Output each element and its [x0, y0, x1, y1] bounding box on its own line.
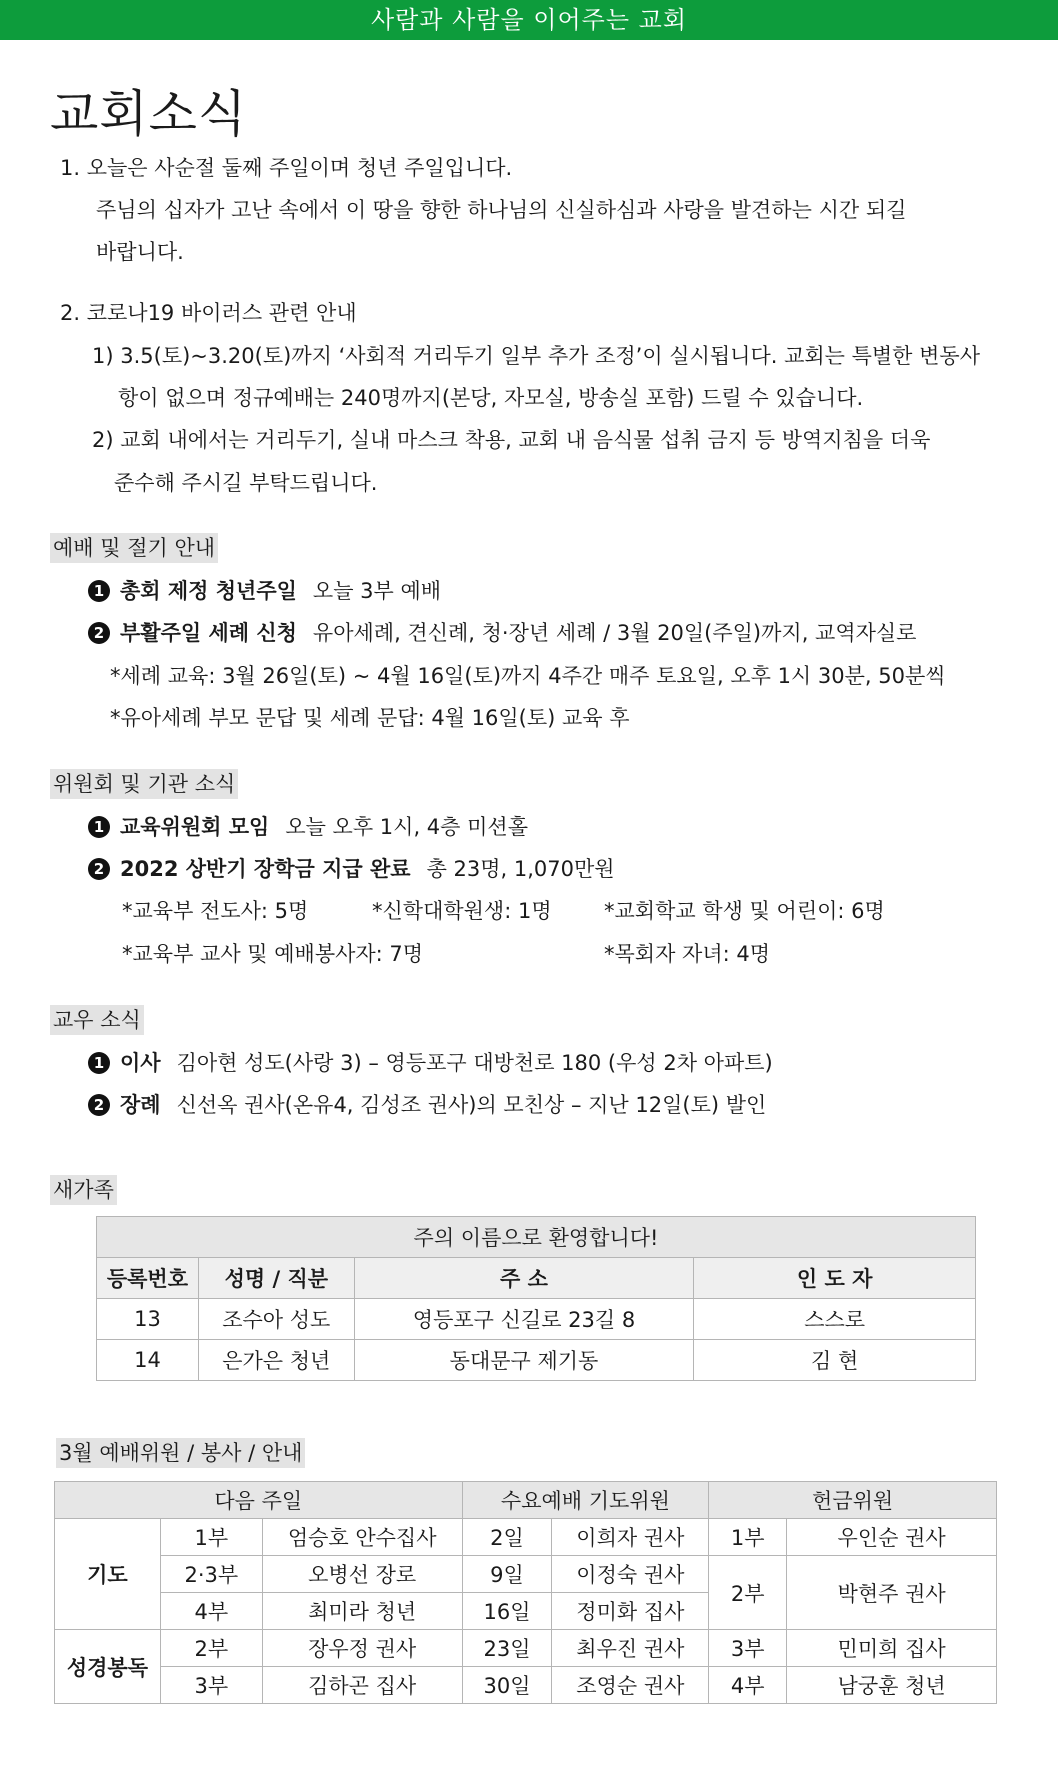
table-cell: 2부: [709, 1556, 787, 1630]
table-row: [55, 1667, 997, 1704]
table-cell: 3부: [160, 1667, 262, 1704]
members-heading: 교우 소식: [50, 1005, 144, 1035]
table-cell: 13: [97, 1299, 199, 1340]
notice-2-item-2-line-2: 준수해 주시길 부탁드립니다.: [114, 471, 378, 495]
table-cell: 4부: [709, 1667, 787, 1704]
top-banner: 사람과 사람을 이어주는 교회: [0, 0, 1058, 40]
notice-1-heading: 1. 오늘은 사순절 둘째 주일이며 청년 주일입니다.: [60, 156, 513, 180]
table-cell: 김 현: [694, 1340, 976, 1381]
committee-item-1-text: 오늘 오후 1시, 4층 미션홀: [285, 815, 528, 839]
table-cell: 4부: [160, 1593, 262, 1630]
col-header-guide: 인 도 자: [694, 1258, 976, 1299]
table-row: [97, 1340, 976, 1381]
table-cell: 남궁훈 청년: [787, 1667, 997, 1704]
group-label-prayer: 기도: [55, 1519, 161, 1630]
table-cell: 박현주 권사: [787, 1556, 997, 1630]
col-header-number: 등록번호: [97, 1258, 199, 1299]
committee-note-a1: *교육부 전도사: 5명: [122, 899, 309, 923]
table-cell: 2일: [462, 1519, 552, 1556]
members-item-2-title: 장례: [120, 1093, 161, 1117]
service-table: [54, 1481, 997, 1704]
table-cell: 30일: [462, 1667, 552, 1704]
service-heading: 3월 예배위원 / 봉사 / 안내: [56, 1438, 305, 1468]
members-item-2: [88, 1090, 766, 1120]
newfamily-table: [96, 1216, 976, 1381]
committee-note-b1: *교육부 교사 및 예배봉사자: 7명: [122, 942, 424, 966]
table-cell: 2부: [160, 1630, 262, 1667]
number-1-icon: 1: [88, 1052, 110, 1074]
committee-note-b3: *목회자 자녀: 4명: [604, 942, 771, 966]
worship-item-2: [88, 618, 916, 648]
table-cell: 스스로: [694, 1299, 976, 1340]
worship-heading: 예배 및 절기 안내: [50, 533, 218, 563]
committee-item-2-title: 2022 상반기 장학금 지급 완료: [120, 857, 411, 881]
table-row: [55, 1519, 997, 1556]
number-2-icon: 2: [88, 858, 110, 880]
members-item-1-text: 김아현 성도(사랑 3) – 영등포구 대방천로 180 (우성 2차 아파트): [176, 1051, 773, 1075]
col-header-offering: 헌금위원: [709, 1482, 997, 1519]
number-1-icon: 1: [88, 816, 110, 838]
table-cell: 16일: [462, 1593, 552, 1630]
table-cell: 장우정 권사: [262, 1630, 462, 1667]
table-row: [55, 1556, 997, 1593]
table-cell: 조영순 권사: [552, 1667, 709, 1704]
table-cell: 엄승호 안수집사: [262, 1519, 462, 1556]
worship-item-1: [88, 576, 441, 606]
committee-note-a2: *신학대학원생: 1명: [372, 899, 552, 923]
members-item-2-text: 신선옥 권사(온유4, 김성조 권사)의 모친상 – 지난 12일(토) 발인: [176, 1093, 767, 1117]
committee-item-1: [88, 812, 528, 842]
committee-heading: 위원회 및 기관 소식: [50, 769, 238, 799]
committee-item-1-title: 교육위원회 모임: [120, 815, 270, 839]
table-cell: 2·3부: [160, 1556, 262, 1593]
table-cell: 우인순 권사: [787, 1519, 997, 1556]
notice-2-heading: 2. 코로나19 바이러스 관련 안내: [60, 301, 357, 325]
number-1-icon: 1: [88, 580, 110, 602]
notice-2-item-2-line-1: 2) 교회 내에서는 거리두기, 실내 마스크 착용, 교회 내 음식물 섭취 금지 등 방역지침을 더욱: [92, 428, 931, 452]
table-cell: 최우진 권사: [552, 1630, 709, 1667]
col-header-wednesday: 수요예배 기도위원: [462, 1482, 709, 1519]
table-cell: 정미화 집사: [552, 1593, 709, 1630]
notice-1-line-2: 바랍니다.: [96, 240, 184, 264]
table-cell: 이정숙 권사: [552, 1556, 709, 1593]
table-cell: 23일: [462, 1630, 552, 1667]
table-cell: 동대문구 제기동: [354, 1340, 694, 1381]
newfamily-heading: 새가족: [50, 1175, 117, 1205]
members-item-1-title: 이사: [120, 1051, 161, 1075]
table-cell: 은가은 청년: [198, 1340, 354, 1381]
worship-item-2-text: 유아세례, 견신례, 청·장년 세례 / 3월 20일(주일)까지, 교역자실로: [312, 621, 917, 645]
table-row: [97, 1299, 976, 1340]
notice-2-item-1-line-2: 항이 없으며 정규예배는 240명까지(본당, 자모실, 방송실 포함) 드릴 수 있습니다.: [118, 386, 864, 410]
committee-item-2: [88, 854, 615, 884]
table-cell: 김하곤 집사: [262, 1667, 462, 1704]
worship-note-2: *유아세례 부모 문답 및 세례 문답: 4월 16일(토) 교육 후: [110, 706, 630, 730]
worship-item-1-text: 오늘 3부 예배: [312, 579, 442, 603]
table-cell: 최미라 청년: [262, 1593, 462, 1630]
group-label-scripture: 성경봉독: [55, 1630, 161, 1704]
committee-item-2-text: 총 23명, 1,070만원: [426, 857, 615, 881]
members-item-1: [88, 1048, 773, 1078]
worship-item-2-title: 부활주일 세례 신청: [120, 621, 297, 645]
newfamily-caption: 주의 이름으로 환영합니다!: [97, 1217, 976, 1258]
page-title: 교회소식: [50, 85, 248, 143]
number-2-icon: 2: [88, 622, 110, 644]
table-cell: 9일: [462, 1556, 552, 1593]
table-cell: 영등포구 신길로 23길 8: [354, 1299, 694, 1340]
table-cell: 14: [97, 1340, 199, 1381]
table-cell: 3부: [709, 1630, 787, 1667]
col-header-address: 주 소: [354, 1258, 694, 1299]
table-row: [55, 1630, 997, 1667]
table-cell: 1부: [709, 1519, 787, 1556]
table-cell: 1부: [160, 1519, 262, 1556]
notice-2-item-1-line-1: 1) 3.5(토)~3.20(토)까지 ‘사회적 거리두기 일부 추가 조정’이 실시됩니다. 교회는 특별한 변동사: [92, 344, 981, 368]
table-cell: 오병선 장로: [262, 1556, 462, 1593]
table-cell: 이희자 권사: [552, 1519, 709, 1556]
worship-note-1: *세례 교육: 3월 26일(토) ~ 4월 16일(토)까지 4주간 매주 토요일, 오후 1시 30분, 50분씩: [110, 664, 946, 688]
table-cell: 조수아 성도: [198, 1299, 354, 1340]
col-header-name: 성명 / 직분: [198, 1258, 354, 1299]
table-cell: 민미희 집사: [787, 1630, 997, 1667]
col-header-sunday: 다음 주일: [55, 1482, 463, 1519]
committee-note-a3: *교회학교 학생 및 어린이: 6명: [604, 899, 885, 923]
number-2-icon: 2: [88, 1094, 110, 1116]
notice-1-line-1: 주님의 십자가 고난 속에서 이 땅을 향한 하나님의 신실하심과 사랑을 발견하는 시간 되길: [96, 198, 907, 222]
worship-item-1-title: 총회 제정 청년주일: [120, 579, 297, 603]
